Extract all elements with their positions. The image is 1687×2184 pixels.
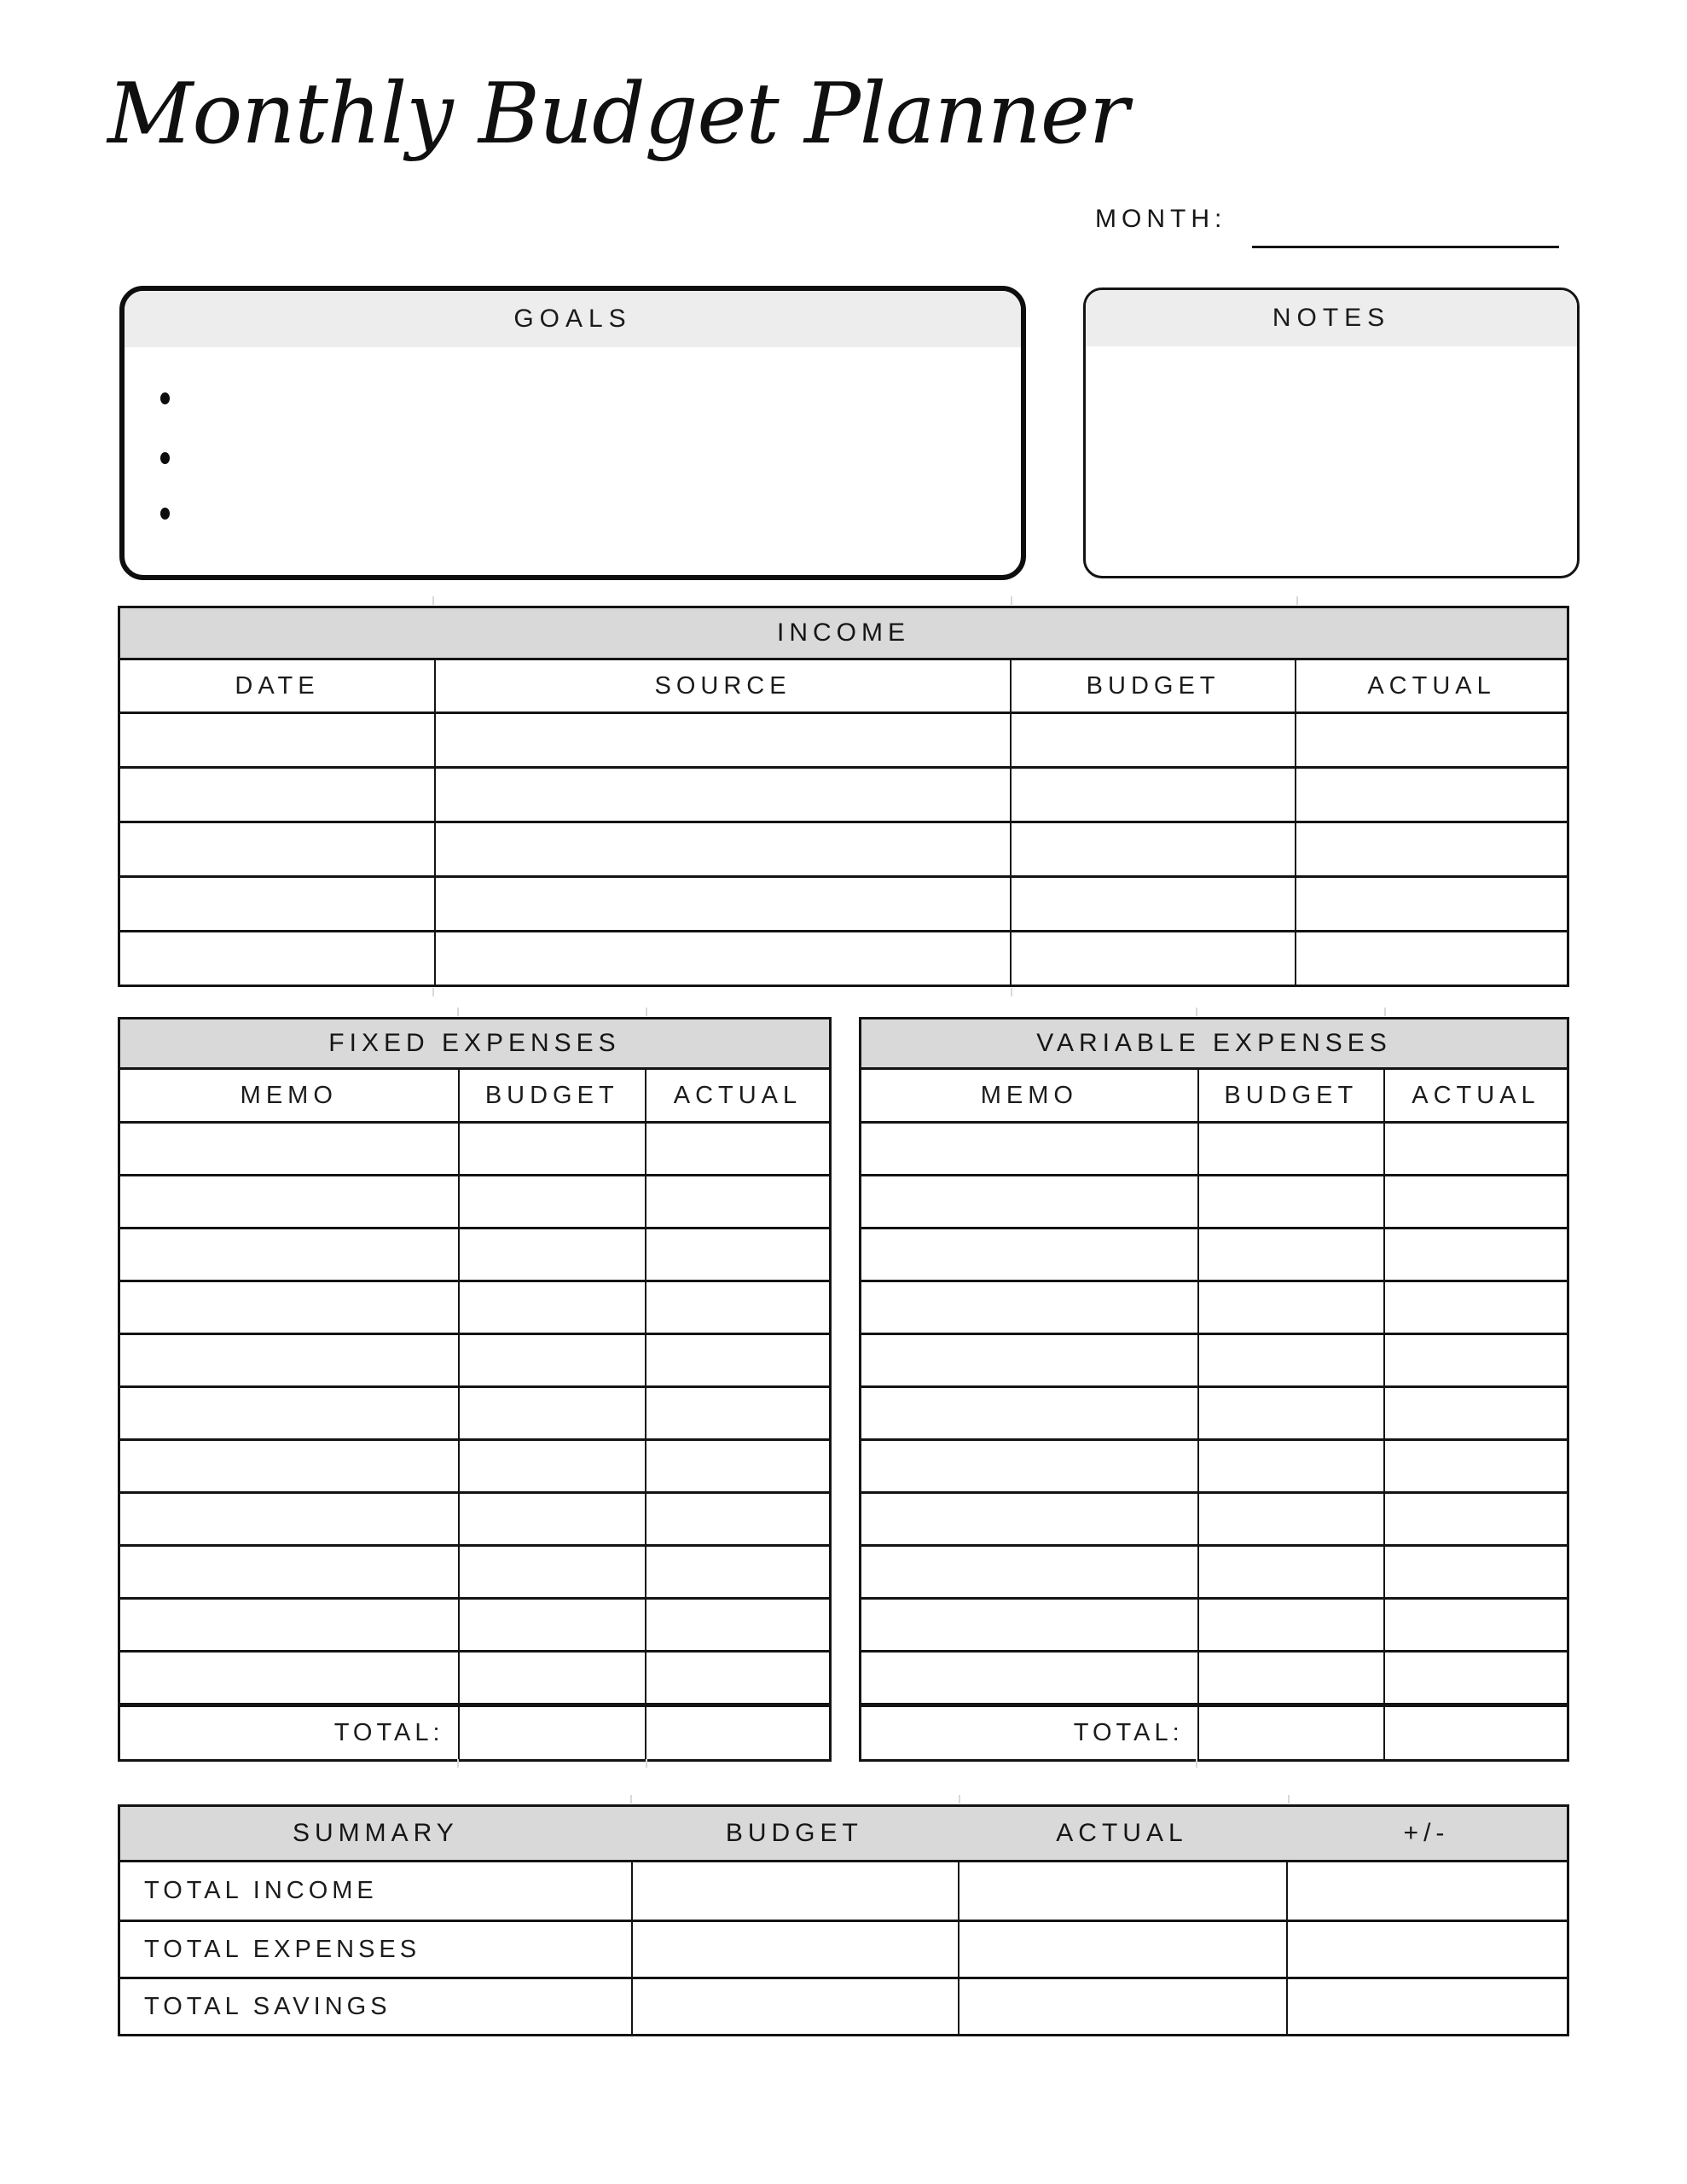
- fixed-expenses-table: [118, 1017, 832, 1762]
- variable-empty-cell[interactable]: [1383, 1227, 1567, 1280]
- fixed-empty-cell[interactable]: [458, 1333, 645, 1385]
- fixed-expenses-title: FIXED EXPENSES: [118, 1017, 832, 1070]
- variable-empty-cell[interactable]: [1197, 1280, 1383, 1333]
- grid-artifact: [959, 1795, 960, 1804]
- variable-empty-cell[interactable]: [1197, 1333, 1383, 1385]
- notes-panel[interactable]: [1083, 288, 1580, 578]
- variable-empty-cell[interactable]: [861, 1333, 1197, 1385]
- variable-expenses-table: [859, 1017, 1569, 1762]
- variable-empty-cell[interactable]: [1197, 1227, 1383, 1280]
- grid-artifact: [1384, 1008, 1386, 1016]
- variable-total-cell[interactable]: [1383, 1703, 1567, 1759]
- fixed-empty-cell[interactable]: [645, 1174, 829, 1227]
- variable-empty-cell[interactable]: [861, 1491, 1197, 1544]
- income-column-header: SOURCE: [434, 660, 1010, 712]
- summary-empty-cell[interactable]: [1286, 1920, 1567, 1977]
- income-empty-cell[interactable]: [1010, 875, 1295, 930]
- summary-empty-cell[interactable]: [958, 1977, 1286, 2034]
- income-empty-cell[interactable]: [434, 766, 1010, 821]
- income-empty-cell[interactable]: [1295, 821, 1567, 875]
- summary-header-summary: SUMMARY: [292, 1819, 459, 1847]
- variable-expenses-title: VARIABLE EXPENSES: [859, 1017, 1569, 1070]
- summary-row-label: TOTAL SAVINGS: [120, 1977, 631, 2034]
- summary-row-label: TOTAL EXPENSES: [120, 1920, 631, 1977]
- fixed-empty-cell[interactable]: [458, 1650, 645, 1703]
- income-empty-cell[interactable]: [434, 875, 1010, 930]
- summary-header-actual: ACTUAL: [1056, 1819, 1188, 1847]
- summary-empty-cell[interactable]: [631, 1977, 958, 2034]
- variable-empty-cell[interactable]: [861, 1385, 1197, 1438]
- page-title: Monthly Budget Planner: [107, 66, 1128, 163]
- grid-artifact: [432, 988, 434, 996]
- goal-bullet-icon: [160, 392, 170, 404]
- fixed-empty-cell[interactable]: [645, 1650, 829, 1703]
- variable-empty-cell[interactable]: [861, 1597, 1197, 1650]
- fixed-empty-cell[interactable]: [120, 1491, 458, 1544]
- fixed-empty-cell[interactable]: [120, 1280, 458, 1333]
- fixed-empty-cell[interactable]: [120, 1597, 458, 1650]
- fixed-empty-cell[interactable]: [645, 1544, 829, 1597]
- fixed-empty-cell[interactable]: [120, 1544, 458, 1597]
- grid-artifact: [1196, 1759, 1197, 1768]
- fixed-column-header: MEMO: [240, 1081, 338, 1109]
- fixed-empty-cell[interactable]: [458, 1438, 645, 1491]
- fixed-empty-cell[interactable]: [645, 1385, 829, 1438]
- variable-empty-cell[interactable]: [1197, 1544, 1383, 1597]
- variable-column-header: BUDGET: [1197, 1070, 1383, 1121]
- variable-empty-cell[interactable]: [1383, 1597, 1567, 1650]
- fixed-empty-cell[interactable]: [120, 1174, 458, 1227]
- grid-artifact: [1011, 988, 1012, 996]
- month-label: MONTH:: [1095, 205, 1227, 233]
- variable-empty-cell[interactable]: [1197, 1385, 1383, 1438]
- income-column-header: ACTUAL: [1295, 660, 1567, 712]
- variable-column-header: ACTUAL: [1383, 1070, 1567, 1121]
- fixed-empty-cell[interactable]: [645, 1491, 829, 1544]
- summary-empty-cell[interactable]: [1286, 1977, 1567, 2034]
- variable-empty-cell[interactable]: [1197, 1597, 1383, 1650]
- variable-expenses-grid: [859, 1067, 1569, 1762]
- income-empty-cell[interactable]: [1295, 875, 1567, 930]
- variable-empty-cell[interactable]: [1383, 1491, 1567, 1544]
- income-table-title: INCOME: [118, 606, 1569, 660]
- summary-empty-cell[interactable]: [631, 1862, 958, 1920]
- notes-panel-header: NOTES: [1086, 290, 1577, 346]
- income-column-header: DATE: [235, 671, 320, 700]
- variable-empty-cell[interactable]: [861, 1174, 1197, 1227]
- variable-empty-cell[interactable]: [861, 1280, 1197, 1333]
- fixed-empty-cell[interactable]: [458, 1544, 645, 1597]
- fixed-empty-cell[interactable]: [645, 1597, 829, 1650]
- grid-artifact: [1296, 596, 1298, 605]
- summary-header-budget: BUDGET: [725, 1819, 863, 1847]
- variable-total-cell[interactable]: [1197, 1703, 1383, 1759]
- goals-panel-header: GOALS: [125, 291, 1021, 347]
- variable-total-label: TOTAL:: [861, 1703, 1197, 1759]
- income-empty-cell[interactable]: [434, 821, 1010, 875]
- income-empty-cell[interactable]: [1010, 821, 1295, 875]
- variable-empty-cell[interactable]: [1197, 1491, 1383, 1544]
- fixed-empty-cell[interactable]: [458, 1280, 645, 1333]
- variable-empty-cell[interactable]: [861, 1544, 1197, 1597]
- grid-artifact: [432, 596, 434, 605]
- fixed-total-cell[interactable]: [645, 1703, 829, 1759]
- income-empty-cell[interactable]: [1010, 930, 1295, 985]
- fixed-empty-cell[interactable]: [458, 1227, 645, 1280]
- variable-empty-cell[interactable]: [1383, 1650, 1567, 1703]
- income-empty-cell[interactable]: [434, 930, 1010, 985]
- fixed-empty-cell[interactable]: [120, 1650, 458, 1703]
- fixed-empty-cell[interactable]: [120, 1385, 458, 1438]
- goals-panel[interactable]: [119, 286, 1026, 580]
- variable-empty-cell[interactable]: [861, 1650, 1197, 1703]
- income-empty-cell[interactable]: [1010, 712, 1295, 766]
- income-empty-cell[interactable]: [120, 766, 434, 821]
- variable-empty-cell[interactable]: [1197, 1174, 1383, 1227]
- income-empty-cell[interactable]: [120, 821, 434, 875]
- fixed-total-cell[interactable]: [458, 1703, 645, 1759]
- summary-table-header: [118, 1804, 1569, 1862]
- income-empty-cell[interactable]: [1295, 712, 1567, 766]
- income-empty-cell[interactable]: [120, 875, 434, 930]
- variable-column-header: MEMO: [980, 1081, 1078, 1109]
- income-empty-cell[interactable]: [1295, 766, 1567, 821]
- variable-empty-cell[interactable]: [1383, 1544, 1567, 1597]
- variable-empty-cell[interactable]: [1197, 1121, 1383, 1174]
- variable-empty-cell[interactable]: [1383, 1121, 1567, 1174]
- fixed-empty-cell[interactable]: [645, 1227, 829, 1280]
- income-empty-cell[interactable]: [120, 712, 434, 766]
- variable-empty-cell[interactable]: [1383, 1333, 1567, 1385]
- variable-empty-cell[interactable]: [1383, 1174, 1567, 1227]
- income-empty-cell[interactable]: [434, 712, 1010, 766]
- variable-empty-cell[interactable]: [861, 1121, 1197, 1174]
- fixed-empty-cell[interactable]: [645, 1280, 829, 1333]
- fixed-empty-cell[interactable]: [120, 1333, 458, 1385]
- summary-header-plusminus: +/-: [1403, 1819, 1450, 1847]
- fixed-column-header: BUDGET: [458, 1070, 645, 1121]
- variable-empty-cell[interactable]: [861, 1227, 1197, 1280]
- fixed-total-label: TOTAL:: [120, 1703, 458, 1759]
- grid-artifact: [1196, 1008, 1197, 1016]
- fixed-empty-cell[interactable]: [120, 1438, 458, 1491]
- income-grid: [118, 658, 1569, 987]
- fixed-empty-cell[interactable]: [458, 1121, 645, 1174]
- variable-empty-cell[interactable]: [1197, 1438, 1383, 1491]
- income-table: [118, 606, 1569, 987]
- grid-artifact: [457, 1759, 459, 1768]
- month-input-line[interactable]: [1252, 246, 1559, 248]
- grid-artifact: [457, 1008, 459, 1016]
- grid-artifact: [646, 1759, 647, 1768]
- income-empty-cell[interactable]: [120, 930, 434, 985]
- summary-row-label: TOTAL INCOME: [144, 1877, 378, 1904]
- goal-bullet-icon: [160, 452, 170, 464]
- summary-empty-cell[interactable]: [1286, 1862, 1567, 1920]
- summary-empty-cell[interactable]: [958, 1920, 1286, 1977]
- fixed-empty-cell[interactable]: [120, 1227, 458, 1280]
- grid-artifact: [630, 1795, 632, 1804]
- fixed-empty-cell[interactable]: [645, 1333, 829, 1385]
- income-empty-cell[interactable]: [1010, 766, 1295, 821]
- summary-grid: [118, 1860, 1569, 2036]
- grid-artifact: [1288, 1795, 1290, 1804]
- fixed-empty-cell[interactable]: [458, 1491, 645, 1544]
- income-column-header: BUDGET: [1010, 660, 1295, 712]
- fixed-empty-cell[interactable]: [458, 1385, 645, 1438]
- fixed-column-header: ACTUAL: [645, 1070, 829, 1121]
- grid-artifact: [1011, 596, 1012, 605]
- summary-table: [118, 1804, 1569, 2036]
- fixed-empty-cell[interactable]: [458, 1174, 645, 1227]
- income-empty-cell[interactable]: [1295, 930, 1567, 985]
- goal-bullet-icon: [160, 508, 170, 520]
- summary-empty-cell[interactable]: [958, 1862, 1286, 1920]
- variable-empty-cell[interactable]: [1383, 1438, 1567, 1491]
- fixed-empty-cell[interactable]: [645, 1121, 829, 1174]
- variable-empty-cell[interactable]: [1197, 1650, 1383, 1703]
- variable-empty-cell[interactable]: [1383, 1280, 1567, 1333]
- variable-empty-cell[interactable]: [861, 1438, 1197, 1491]
- variable-empty-cell[interactable]: [1383, 1385, 1567, 1438]
- fixed-empty-cell[interactable]: [120, 1121, 458, 1174]
- fixed-empty-cell[interactable]: [645, 1438, 829, 1491]
- fixed-expenses-grid: [118, 1067, 832, 1762]
- fixed-empty-cell[interactable]: [458, 1597, 645, 1650]
- grid-artifact: [646, 1008, 647, 1016]
- summary-empty-cell[interactable]: [631, 1920, 958, 1977]
